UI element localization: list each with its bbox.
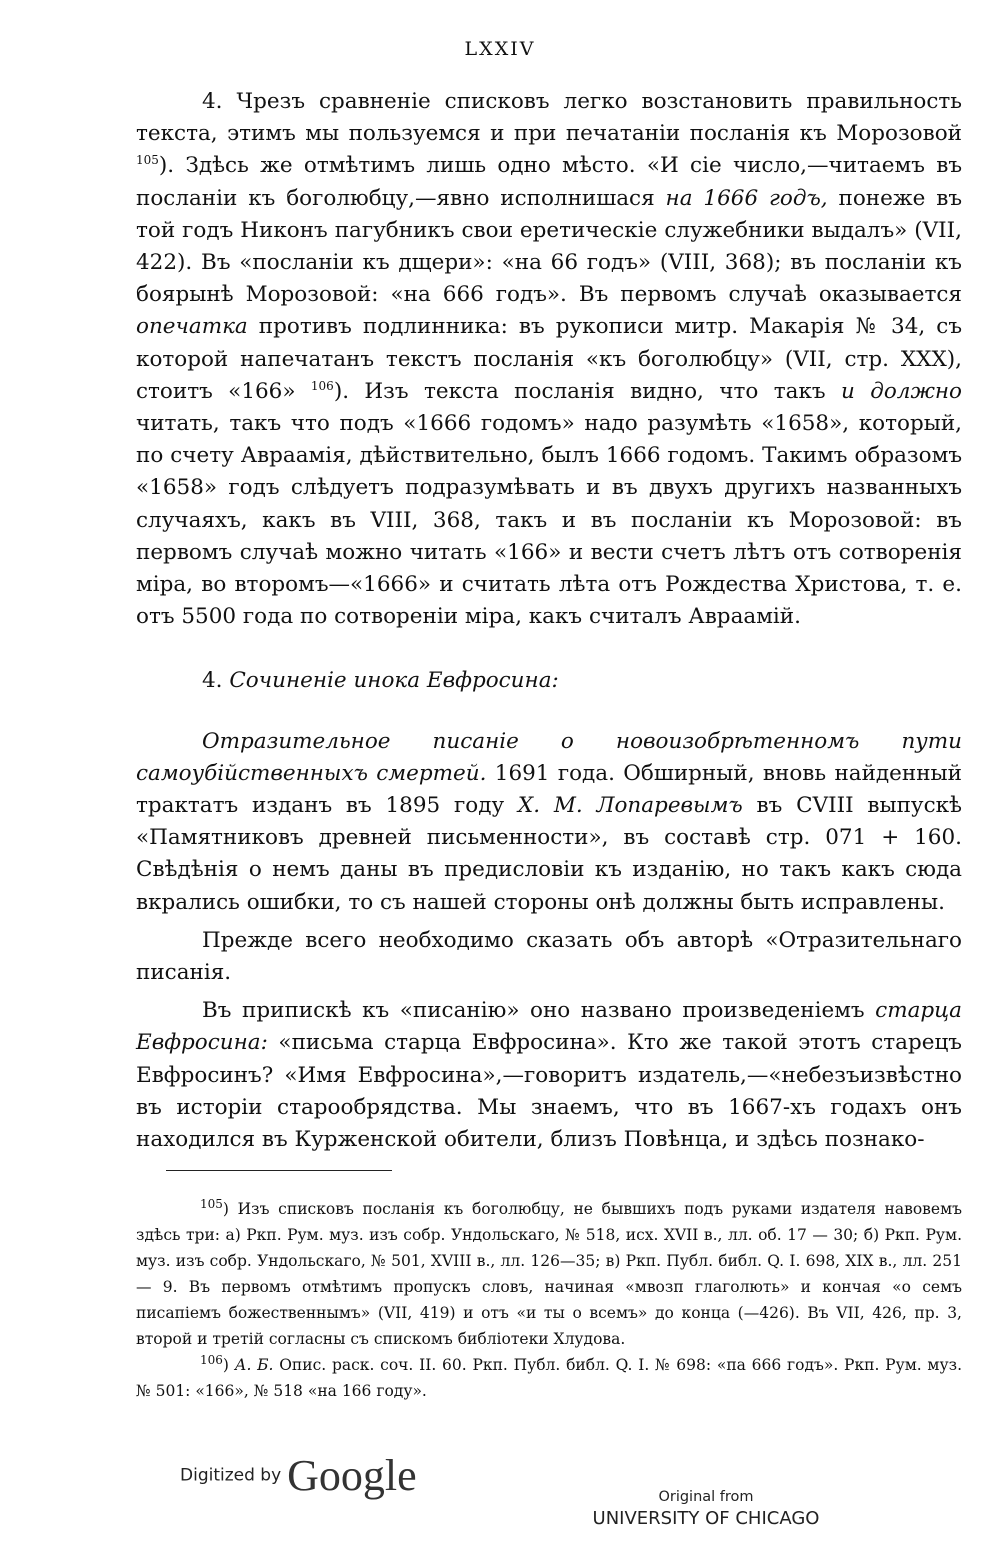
footnotes — [136, 1196, 962, 1404]
footnote-divider — [166, 1170, 392, 1171]
page-number: LXXIV — [464, 38, 536, 60]
footnote-105: $^{105}$) Изъ списковъ посланія къ боголюбцу, не бывшихъ подъ руками издателя навовемъ здѣсь три: а) Ркп. Рум. муз. изъ собр. Ундольскаго, № 518, исх. XVII в., лл. об. 17 — 30; б) Ркп. Рум. муз. изъ собр. Ундольскаго, № 501, XVIII в., лл. 126—35; в) Ркп. Публ. библ. Q. I. 698, XIX в., лл. 251 — 9. Въ первомъ отмѣтимъ пропускъ словъ, начиная «мвозп глаголють» и кончая «о семъ писапіемъ божественнымъ» (VII, 419) и отъ «и ты о всемъ» до конца (—426). Въ VII, 426, пр. 3, второй и третій согласны съ спискомъ библіотеки Хлудова. — [136, 1196, 962, 1348]
google-logo: Google — [287, 1451, 417, 1500]
original-from-watermark: Original from UNIVERSITY OF CHICAGO — [592, 1489, 820, 1529]
paragraph-3: Прежде всего необходимо сказать объ авторѣ «Отразительнаго писанія. — [136, 927, 962, 986]
footnote-106: $^{106}$) А. Б. Опис. раск. соч. II. 60. Ркп. Публ. библ. Q. I. № 698: «па 666 годъ». Ркп. Рум. муз. № 501: «166», № 518 «на 166 году». — [136, 1352, 962, 1400]
section-heading: 4. Сочиненіе инока Евфросина: — [202, 668, 559, 694]
footnote-ref-106: 106 — [310, 378, 334, 393]
main-text — [136, 86, 962, 1156]
footnote-ref-105: 105 — [136, 153, 159, 168]
digitized-by-watermark: Digitized by Google — [180, 1451, 417, 1500]
paragraph-4: Въ припискѣ къ «писанію» оно названо произведеніемъ старца Евфросина: «письма старца Евфросина». Кто же такой этотъ старецъ Евфросинъ? «Имя Евфросина»,—говоритъ издатель,—«небезъизвѣстно въ исторіи старообрядства. Мы знаемъ, что въ 1667-хъ годахъ онъ находился въ Курженской обители, близъ Повѣнца, и здѣсь познако- — [136, 998, 962, 1153]
paragraph-2: Отразительное писаніе о новоизобрѣтенномъ пути самоубійственныхъ смертей. 1691 года. Обширный, вновь найденный трактатъ изданъ въ 1895 году Х. М. Лопаревымъ въ CVIII выпускѣ «Памятниковъ древней письменности», въ составѣ стр. 071 + 160. Свѣдѣнія о немъ даны въ предисловіи къ изданію, но такъ какъ сюда вкрались ошибки, то съ нашей стороны онѣ должны быть исправлены. — [136, 728, 963, 915]
paragraph-1: 4. Чрезъ сравненіе списковъ легко возстановить правильность текста, этимъ мы пользуемся и при печатаніи посланія къ Морозовой $^{105}$). Здѣсь же отмѣтимъ лишь одно мѣсто. «И сіе число,—читаемъ въ посланіи къ боголюбцу,—явно исполнишася на 1666 годъ, понеже въ той годъ Никонъ пагубникъ свои еретическіе служебники выдалъ» (VII, 422). Въ «посланіи къ дщери»: «на 66 годъ» (VIII, 368); въ посланіи къ боярынѣ Морозовой: «на 666 годъ». Въ первомъ случаѣ оказывается опечатка противъ подлинника: въ рукописи митр. Макарія № 34, съ которой напечатанъ текстъ посланія «къ боголюбцу» (VII, стр. XXX), стоитъ «166» $^{106}$). Изъ текста посланія видно, что такъ и должно читать, такъ что подъ «1666 годомъ» надо разумѣть «1658», который, по счету Авраамія, дѣйствительно, былъ 1666 годомъ. Такимъ образомъ «1658» годъ слѣдуетъ подразумѣвать и въ двухъ другихъ названныхъ случаяхъ, какъ въ VIII, 368, такъ и въ посланіи къ Морозовой: въ первомъ случаѣ можно читать «166» и вести счетъ лѣтъ отъ сотворенія міра, во второмъ—«1666» и считать лѣта отъ Рождества Христова, т. е. отъ 5500 года по сотвореніи міра, какъ считалъ Авраамій. — [136, 89, 963, 630]
